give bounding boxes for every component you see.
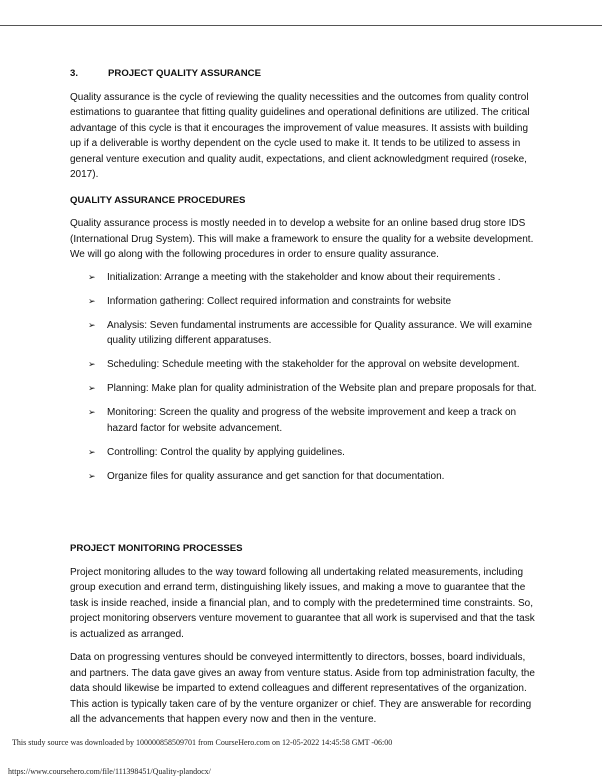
monitoring-paragraph-2: Data on progressing ventures should be conveyed intermittently to directors, bosses, board individuals, and partners. The data gave gives an away from venture status. Aside from top administration faculty, the data should likewise be imparted to extend colleagues and different representatives of the organization. This action is typically taken care of by the venture organizer or chief. They are answerable for recording all the advancements that happen every now and then in the venture. xyxy=(70,652,535,725)
document-body xyxy=(70,66,540,728)
list-item-text: Scheduling: Schedule meeting with the stakeholder for the approval on website development. xyxy=(107,359,520,370)
arrow-bullet-icon: ➢ xyxy=(88,359,96,369)
list-item-text: Organize files for quality assurance and get sanction for that documentation. xyxy=(107,470,445,482)
arrow-bullet-icon: ➢ xyxy=(88,271,96,282)
list-item-text: Monitoring: Screen the quality and progress of the website improvement and keep a track on hazard factor for website advancement. xyxy=(107,407,517,434)
list-item-text: Planning: Make plan for quality administration of the Website plan and prepare proposals for that. xyxy=(107,383,537,394)
section-title: PROJECT QUALITY ASSURANCE xyxy=(108,68,261,79)
list-item xyxy=(70,270,540,286)
list-item xyxy=(70,318,540,349)
arrow-bullet-icon: ➢ xyxy=(88,319,96,330)
qa-procedures-intro: Quality assurance process is mostly needed in to develop a website for an online based drug store IDS (International Drug System). This will make a framework to ensure the quality for a website development. We will go along with the following procedures in order to ensure quality assurance. xyxy=(70,218,534,260)
list-item xyxy=(70,294,540,310)
list-item-text: Information gathering: Collect required information and constraints for website xyxy=(107,295,452,307)
arrow-bullet-icon: ➢ xyxy=(88,470,96,481)
qa-procedures-list xyxy=(70,270,540,485)
arrow-bullet-icon: ➢ xyxy=(88,446,96,457)
list-item xyxy=(70,357,540,373)
arrow-bullet-icon: ➢ xyxy=(88,407,96,417)
list-item-text: Analysis: Seven fundamental instruments are accessible for Quality assurance. We will examine quality utilizing different apparatuses. xyxy=(107,319,533,346)
quality-assurance-intro: Quality assurance is the cycle of reviewing the quality necessities and the outcomes from quality control estimations to guarantee that fitting quality guidelines and operational definitions are utilized. The critical advantage of this cycle is that it encourages the improvement of value measures. It assists with building up if a deliverable is worthy dependent on the cycle used to make it. It tends to be utilized to assess in general venture execution and quality audit, expectations, and client acknowledgment required (roseke, 2017). xyxy=(70,91,530,180)
top-rule xyxy=(0,25,602,26)
list-item xyxy=(70,469,540,485)
download-source-note: This study source was downloaded by 100000858509701 from CourseHero.com on 12-05-2022 14:45:58 GMT -06:00 xyxy=(12,738,393,747)
list-item xyxy=(70,405,540,436)
section-number: 3. xyxy=(70,68,79,79)
list-item-text: Initialization: Arrange a meeting with the stakeholder and know about their requirements . xyxy=(107,271,501,283)
qa-procedures-heading: QUALITY ASSURANCE PROCEDURES xyxy=(70,194,246,206)
source-url-link[interactable]: https://www.coursehero.com/file/111398451/Quality-plandocx/ xyxy=(8,767,211,776)
monitoring-heading: PROJECT MONITORING PROCESSES xyxy=(70,543,243,554)
arrow-bullet-icon: ➢ xyxy=(88,383,96,393)
list-item xyxy=(70,445,540,461)
section-heading-quality-assurance xyxy=(70,66,540,82)
list-item xyxy=(70,381,540,397)
monitoring-paragraph-1: Project monitoring alludes to the way toward following all undertaking related measurements, including group execution and errand term, distinguishing likely issues, and making a move to guarantee that the task is inside reached, inside a financial plan, and to comply with the predetermined time constraints. So, project monitoring observers venture movement to guarantee that all work is supervised and that the task is actualized as arranged. xyxy=(70,566,535,640)
list-item-text: Controlling: Control the quality by applying guidelines. xyxy=(107,446,345,458)
arrow-bullet-icon: ➢ xyxy=(88,295,96,306)
